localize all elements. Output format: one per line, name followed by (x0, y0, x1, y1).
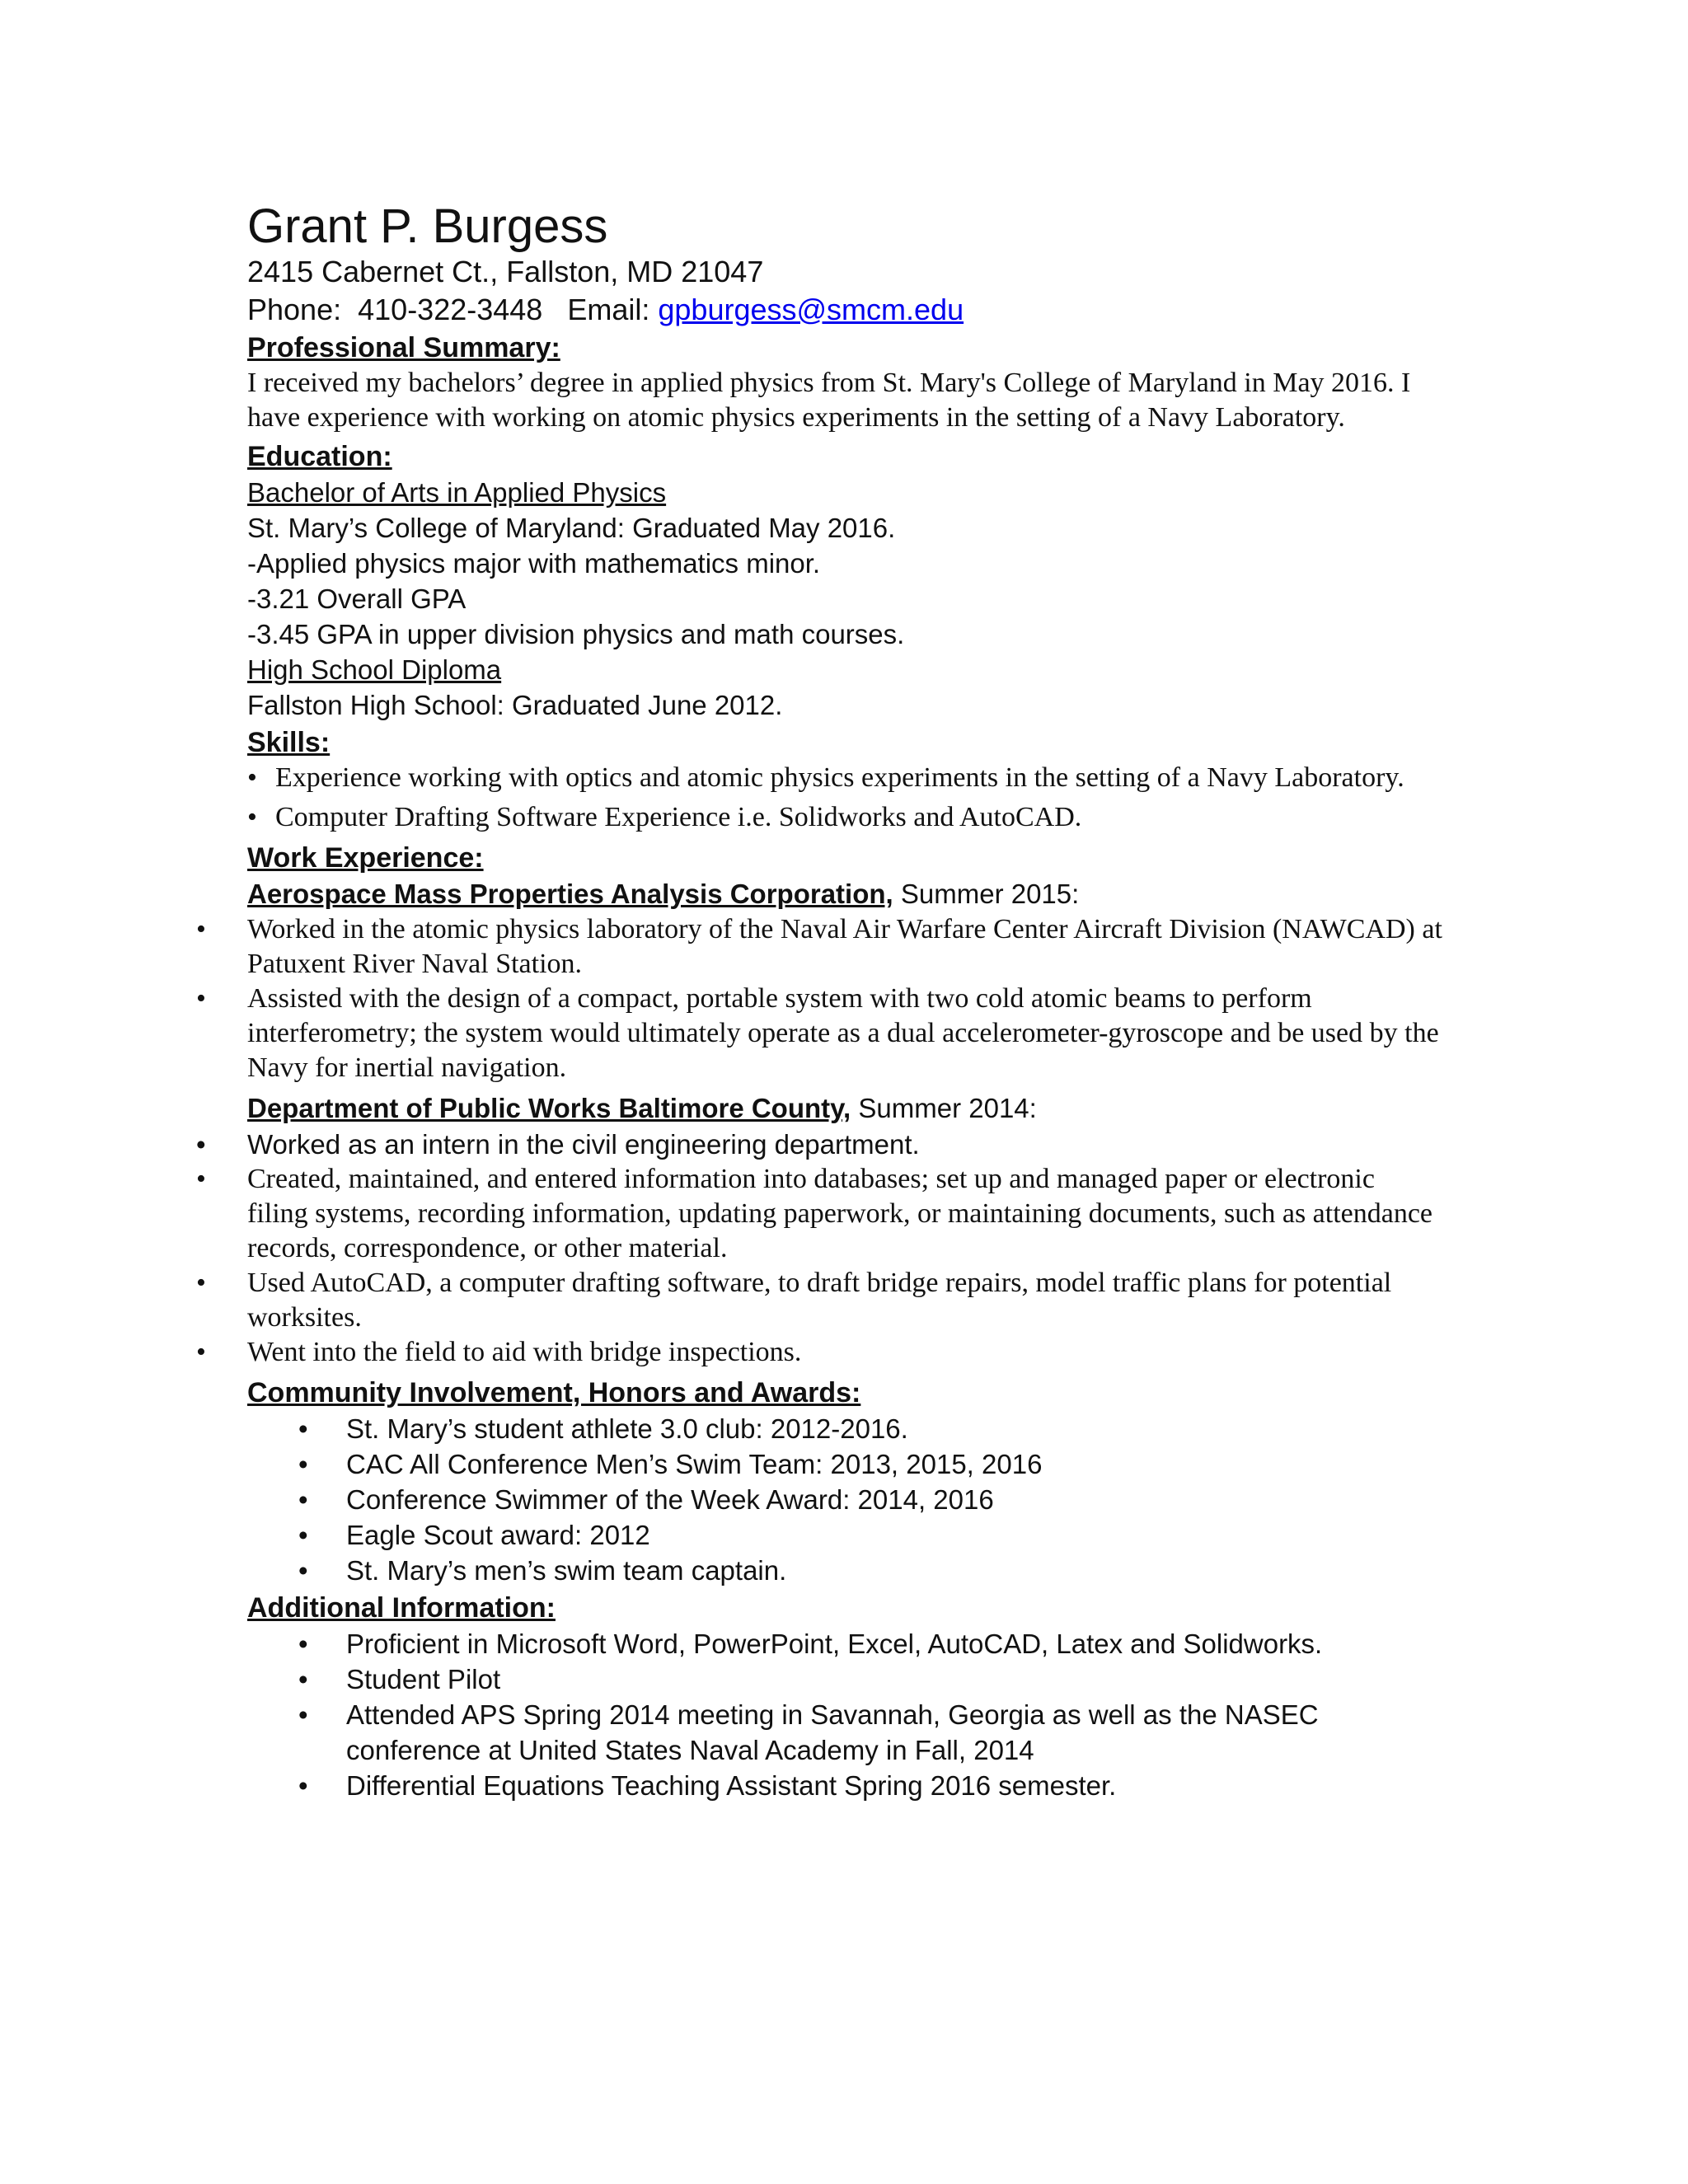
bullet-icon: • (196, 1337, 206, 1367)
list-item (298, 1768, 1418, 1803)
bullet-icon: • (298, 1520, 308, 1550)
bullet-icon: • (196, 1129, 206, 1160)
community-heading: Community Involvement, Honors and Awards: (247, 1377, 861, 1408)
job-heading (247, 1090, 1442, 1127)
community-text: Eagle Scout award: 2012 (346, 1520, 650, 1550)
summary-text: I received my bachelors’ degree in applied physics from St. Mary's College of Maryland in May 2016. I have experience with working on atomic physics experiments in the setting of a Navy Laboratory. (247, 368, 1411, 433)
bullet-icon: • (298, 1555, 308, 1586)
education-line: -Applied physics major with mathematics minor. (247, 548, 821, 579)
list-item (298, 1661, 1418, 1697)
duty-text: Worked as an intern in the civil engineering department. (247, 1129, 920, 1160)
bullet-icon: • (298, 1629, 308, 1659)
duty-text: Assisted with the design of a compact, portable system with two cold atomic beams to perform interferometry; the system would ultimately operate as a dual accelerometer-gyroscope and be used by the Navy for inertial navigation. (247, 983, 1439, 1083)
job-heading (247, 876, 1442, 912)
degree-high-school: High School Diploma (247, 654, 502, 685)
bullet-icon: • (298, 1413, 308, 1444)
community-list (247, 1411, 1442, 1588)
education-line: -3.45 GPA in upper division physics and math courses. (247, 619, 905, 649)
education-line: Fallston High School: Graduated June 2012. (247, 690, 783, 720)
bullet-icon: • (298, 1484, 308, 1515)
community-text: St. Mary’s men’s swim team captain. (346, 1555, 787, 1586)
work-heading: Work Experience: (247, 842, 484, 874)
additional-text: Differential Equations Teaching Assistant Spring 2016 semester. (346, 1770, 1117, 1801)
community-text: Conference Swimmer of the Week Award: 2014, 2016 (346, 1484, 994, 1515)
job-period: Summer 2014: (851, 1093, 1037, 1123)
degree-bachelor: Bachelor of Arts in Applied Physics (247, 477, 667, 508)
education-line: St. Mary’s College of Maryland: Graduated May 2016. (247, 513, 896, 543)
list-item (298, 1411, 1442, 1446)
education-line: -3.21 Overall GPA (247, 583, 467, 614)
phone-number: 410-322-3448 (358, 293, 543, 326)
job-period: Summer 2015: (893, 879, 1080, 909)
job-duties (196, 912, 1442, 1085)
education-heading: Education: (247, 441, 392, 472)
resume-content (196, 330, 1442, 1803)
summary-heading: Professional Summary: (247, 332, 560, 363)
list-item (196, 1266, 1442, 1335)
bullet-icon: • (298, 1699, 308, 1730)
skill-item (247, 761, 1418, 795)
list-item (298, 1626, 1418, 1661)
duty-text: Went into the field to aid with bridge inspections. (247, 1337, 802, 1367)
bullet-icon: • (196, 1164, 206, 1194)
job-duties (196, 1127, 1442, 1370)
email-link[interactable]: gpburgess@smcm.edu (658, 293, 964, 326)
email-label: Email: (567, 293, 650, 326)
list-item (298, 1697, 1418, 1768)
list-item (196, 912, 1442, 982)
duty-text: Used AutoCAD, a computer drafting software, to draft bridge repairs, model traffic plans for potential worksites. (247, 1268, 1392, 1333)
bullet-icon: • (298, 1770, 308, 1801)
bullet-icon: • (196, 1268, 206, 1298)
job-organization: Department of Public Works Baltimore County, (247, 1093, 851, 1123)
bullet-icon: • (298, 1449, 308, 1479)
skill-text: Computer Drafting Software Experience i.e. Solidworks and AutoCAD. (275, 802, 1082, 832)
list-item (196, 982, 1442, 1085)
community-text: CAC All Conference Men’s Swim Team: 2013, 2015, 2016 (346, 1449, 1043, 1479)
address: 2415 Cabernet Ct., Fallston, MD 21047 (247, 255, 764, 288)
bullet-icon: • (196, 914, 206, 944)
skill-item (247, 800, 1442, 835)
list-item (298, 1482, 1442, 1517)
additional-text: Student Pilot (346, 1664, 501, 1694)
list-item (196, 1335, 1442, 1370)
list-item (196, 1127, 1442, 1162)
contact-line (247, 292, 964, 328)
list-item (298, 1553, 1442, 1588)
bullet-icon: • (247, 762, 257, 793)
additional-text: Proficient in Microsoft Word, PowerPoint, Excel, AutoCAD, Latex and Solidworks. (346, 1629, 1323, 1659)
list-item (298, 1446, 1442, 1482)
skills-heading: Skills: (247, 727, 331, 758)
additional-heading: Additional Information: (247, 1592, 556, 1624)
additional-list (247, 1626, 1418, 1803)
bullet-icon: • (196, 983, 206, 1014)
skill-text: Experience working with optics and atomic physics experiments in the setting of a Navy Laboratory. (275, 762, 1404, 793)
list-item (196, 1162, 1442, 1266)
job-organization: Aerospace Mass Properties Analysis Corporation, (247, 879, 893, 909)
phone-label: Phone: (247, 293, 342, 326)
bullet-icon: • (247, 802, 257, 832)
duty-text: Created, maintained, and entered information into databases; set up and managed paper or electronic filing systems, recording information, updating paperwork, or maintaining documents, such as attendance records, correspondence, or other material. (247, 1164, 1433, 1263)
list-item (298, 1517, 1442, 1553)
additional-text: Attended APS Spring 2014 meeting in Savannah, Georgia as well as the NASEC conference at United States Naval Academy in Fall, 2014 (346, 1699, 1319, 1765)
candidate-name: Grant P. Burgess (247, 199, 608, 253)
bullet-icon: • (298, 1664, 308, 1694)
community-text: St. Mary’s student athlete 3.0 club: 2012-2016. (346, 1413, 908, 1444)
duty-text: Worked in the atomic physics laboratory of the Naval Air Warfare Center Aircraft Division (NAWCAD) at Patuxent River Naval Station. (247, 914, 1442, 979)
